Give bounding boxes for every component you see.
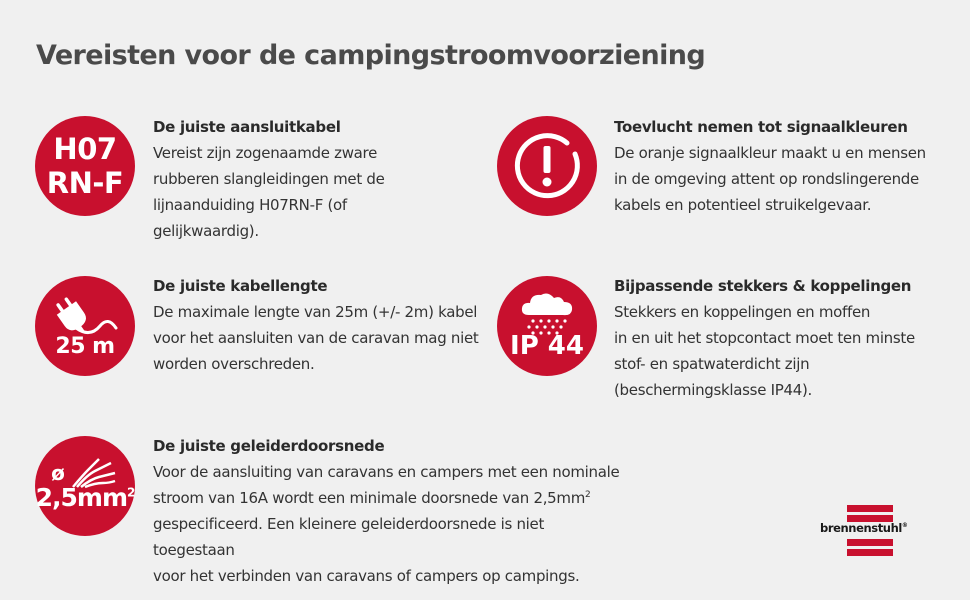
feature-heading: Bijpassende stekkers & koppelingen (614, 277, 912, 295)
logo-stripe (847, 539, 893, 546)
rain-cloud-icon (497, 276, 597, 376)
feature-body: De oranje signaalkleur maakt u en mensen in de omgeving attent op rondslingerende kabels en potentieel struikelgevaar. (614, 144, 926, 214)
diameter-symbol: ø (51, 460, 65, 485)
feature-heading: De juiste aansluitkabel (153, 118, 341, 136)
badge-length-label: 25 m (55, 333, 115, 359)
feature-text (614, 273, 954, 403)
logo-stripe (847, 549, 893, 556)
wire-cross-section-icon (35, 436, 135, 536)
feature-text (153, 114, 473, 244)
feature-heading: De juiste geleiderdoorsnede (153, 437, 385, 455)
plug-cable-icon (35, 276, 135, 376)
feature-body: Voor de aansluiting van caravans en campers met een nominale stroom van 16A wordt een minimale doorsnede van $2,5mm^2$ gespecificeerd. Een kleinere geleiderdoorsnede is niet toegestaan voor het verbinden van caravans of campers op campings. (153, 463, 620, 585)
badge-line-1: H07 (53, 132, 117, 166)
cloud-icon (517, 291, 577, 335)
logo-stripe (847, 505, 893, 512)
logo-wordmark: brennenstuhl® (820, 521, 908, 535)
feature-text (614, 114, 954, 218)
feature-text (153, 273, 483, 377)
feature-body: Stekkers en koppelingen en moffen in en uit het stopcontact moet ten minste stof- en spatwaterdicht zijn (beschermingsklasse IP44). (614, 303, 915, 399)
badge-cross-section-label: $2,5mm^2$ (35, 482, 135, 512)
badge-ip-label: IP 44 (510, 331, 584, 361)
page-title: Vereisten voor de campingstroomvoorziening (36, 40, 706, 71)
warning-exclamation-icon (497, 116, 597, 216)
feature-body: De maximale lengte van 25m (+/- 2m) kabel voor het aansluiten van de caravan mag niet worden overschreden. (153, 303, 479, 373)
h07rn-f-cable-badge (35, 116, 135, 216)
brennenstuhl-logo (820, 505, 930, 555)
feature-text (153, 433, 623, 589)
feature-body: Vereist zijn zogenaamde zware rubberen slangleidingen met de lijnaanduiding H07RN-F (of gelijkwaardig). (153, 144, 385, 240)
badge-line-2: RN-F (46, 166, 124, 200)
feature-heading: De juiste kabellengte (153, 277, 328, 295)
feature-heading: Toevlucht nemen tot signaalkleuren (614, 118, 908, 136)
